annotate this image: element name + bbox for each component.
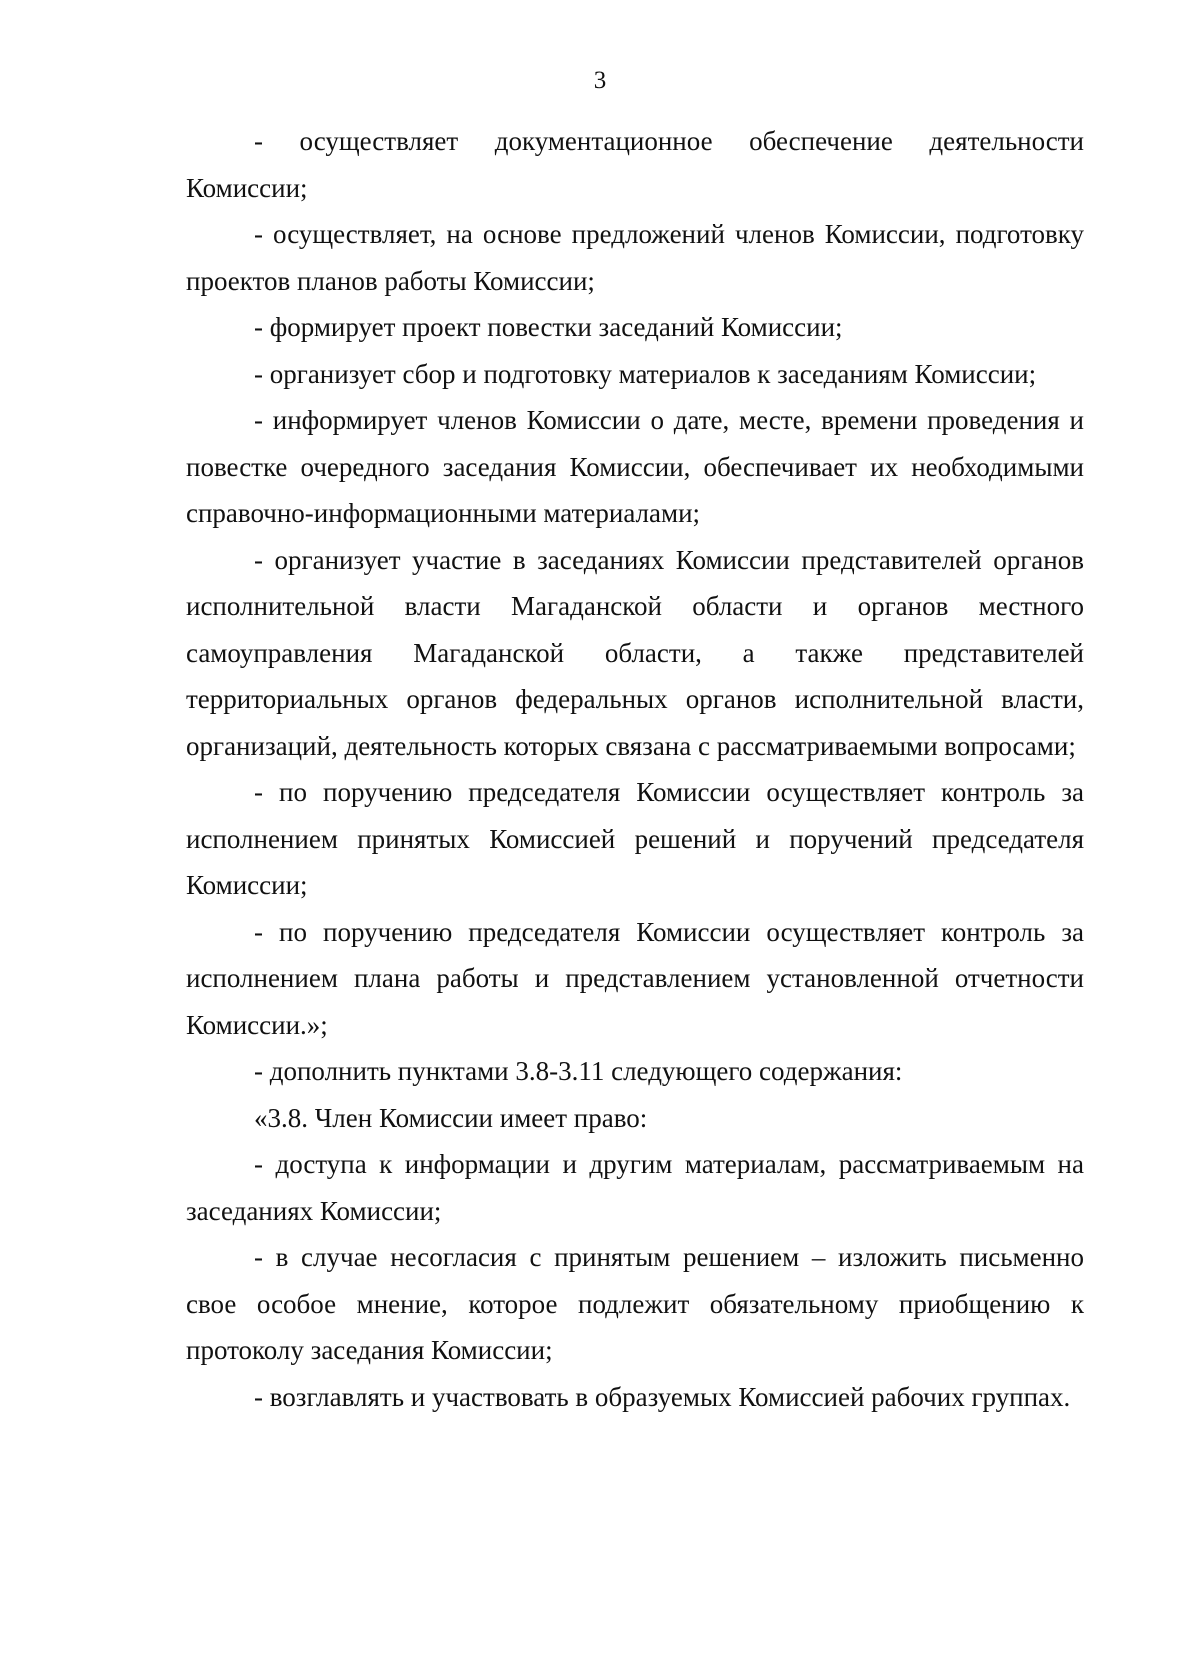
paragraph: - организует сбор и подготовку материалов к заседаниям Комиссии; [254, 358, 1037, 389]
document-body [186, 118, 1084, 1420]
paragraph: - осуществляет документационное обеспечение деятельности Комиссии; [186, 126, 1084, 203]
paragraph: - в случае несогласия с принятым решением – изложить письменно свое особое мнение, которое подлежит обязательному приобщению к протоколу заседания Комиссии; [186, 1242, 1084, 1365]
paragraph: «3.8. Член Комиссии имеет право: [254, 1102, 648, 1133]
paragraph: - доступа к информации и другим материалам, рассматриваемым на заседаниях Комиссии; [186, 1149, 1084, 1226]
paragraph: - информирует членов Комиссии о дате, месте, времени проведения и повестке очередного заседания Комиссии, обеспечивает их необходимыми справочно-информационными материалами; [186, 405, 1084, 528]
paragraph: - дополнить пунктами 3.8-3.11 следующего содержания: [254, 1056, 903, 1086]
paragraph: - осуществляет, на основе предложений членов Комиссии, подготовку проектов планов работы Комиссии; [186, 219, 1084, 296]
paragraph: - по поручению председателя Комиссии осуществляет контроль за исполнением принятых Комиссией решений и поручений председателя Комиссии; [186, 777, 1084, 900]
page-number: 3 [593, 67, 607, 94]
paragraph: - по поручению председателя Комиссии осуществляет контроль за исполнением плана работы и представлением установленной отчетности Комиссии.»; [186, 916, 1084, 1040]
paragraph: - формирует проект повестки заседаний Комиссии; [254, 312, 843, 342]
paragraph: - организует участие в заседаниях Комиссии представителей органов исполнительной власти Магаданской области и органов местного самоуправления Магаданской области, а также представителей территориальных органов федеральных органов исполнительной власти, организаций, деятельность которых связана с рассматриваемыми вопросами; [186, 544, 1084, 761]
paragraph: - возглавлять и участвовать в образуемых Комиссией рабочих группах. [254, 1381, 1071, 1412]
